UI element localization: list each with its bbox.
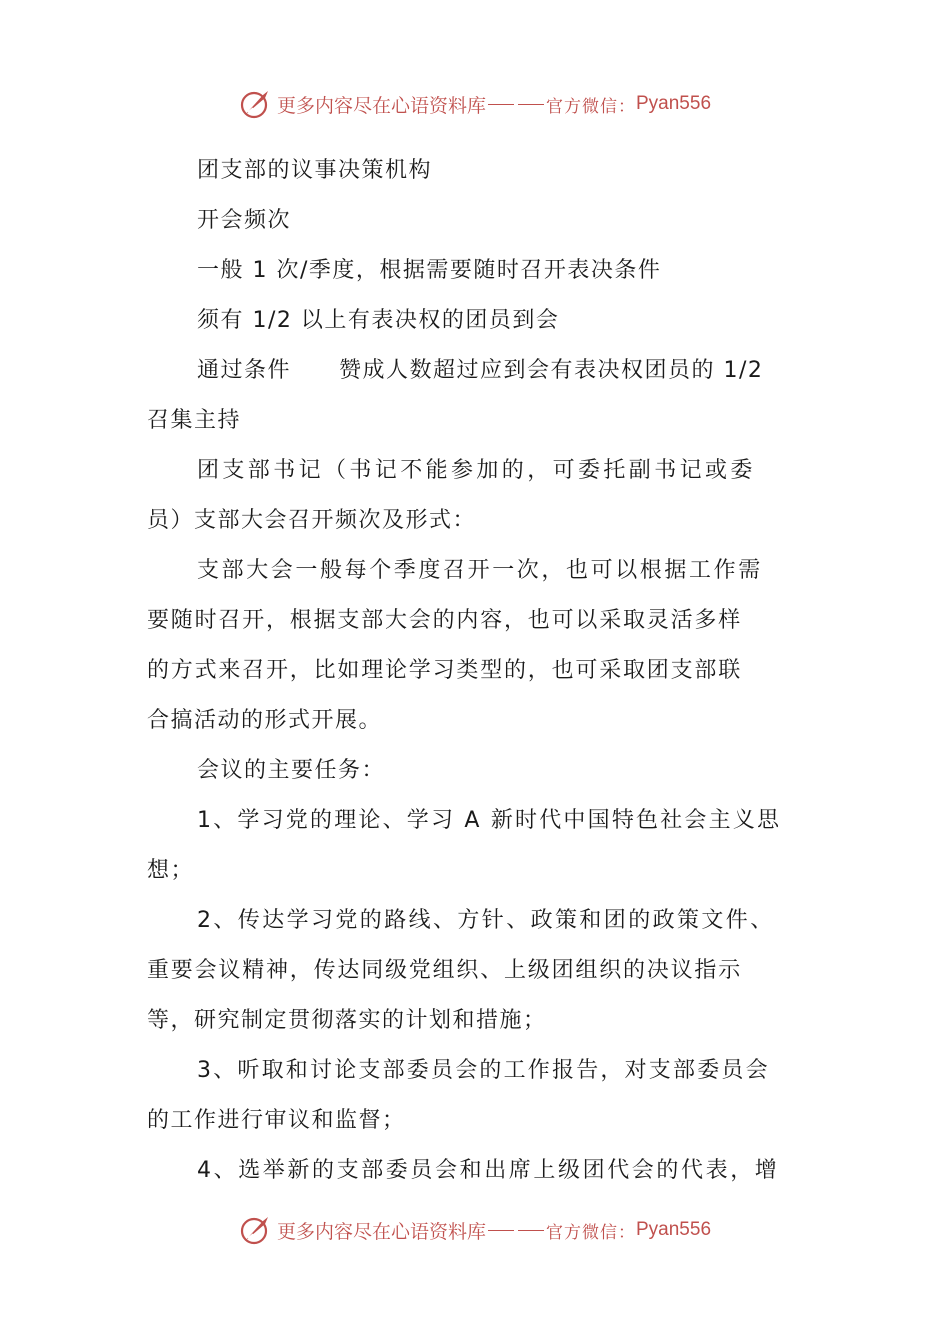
text-line: 团支部书记（书记不能参加的，可委托副书记或委: [197, 458, 756, 483]
text-line: 想；: [147, 858, 195, 883]
text-line: 召集主持: [147, 408, 242, 433]
banner-text: 更多内容尽在心语资料库: [276, 94, 486, 117]
pass-condition-value: 赞成人数超过应到会有表决权团员的 1/2: [339, 358, 764, 383]
text-line: 3、听取和讨论支部委员会的工作报告，对支部委员会: [197, 1058, 770, 1083]
text-line: 的方式来召开，比如理论学习类型的，也可采取团支部联: [147, 658, 743, 683]
text-line: 合搞活动的形式开展。: [147, 708, 383, 733]
pen-nib-logo-icon: [239, 87, 273, 121]
banner-wechat-id: Pyan556: [636, 93, 712, 114]
banner-dash-divider: [518, 1230, 544, 1231]
text-line: 一般 1 次/季度，根据需要随时召开表决条件: [197, 258, 662, 283]
pass-condition-label: 通过条件: [197, 358, 292, 383]
text-line: 会议的主要任务：: [197, 758, 386, 783]
text-line: 2、传达学习党的路线、方针、政策和团的政策文件、: [197, 908, 775, 933]
banner-dash-divider: [518, 104, 544, 105]
text-line: 须有 1/2 以上有表决权的团员到会: [197, 308, 560, 333]
footer-watermark-banner: [0, 1210, 950, 1250]
banner-text: 更多内容尽在心语资料库: [276, 1220, 486, 1243]
banner-wechat-label: 官方微信：: [546, 1222, 636, 1243]
pen-nib-logo-icon: [239, 1213, 273, 1247]
text-line: 开会频次: [197, 208, 292, 233]
banner-wechat-label: 官方微信：: [546, 96, 636, 117]
text-line: [147, 346, 807, 396]
text-line: 的工作进行审议和监督；: [147, 1108, 406, 1133]
text-line: 1、学习党的理论、学习 A 新时代中国特色社会主义思: [197, 808, 782, 833]
text-line: 团支部的议事决策机构: [197, 158, 433, 183]
text-line: 重要会议精神，传达同级党组织、上级团组织的决议指示: [147, 958, 743, 983]
text-line: 要随时召开，根据支部大会的内容，也可以采取灵活多样: [147, 608, 743, 633]
text-line: 4、选举新的支部委员会和出席上级团代会的代表，增: [197, 1158, 780, 1183]
text-line: 等，研究制定贯彻落实的计划和措施；: [147, 1008, 547, 1033]
banner-dash-divider: [488, 104, 514, 105]
banner-dash-divider: [488, 1230, 514, 1231]
header-watermark-banner: [0, 84, 950, 124]
text-line: 员）支部大会召开频次及形式：: [147, 508, 477, 533]
document-body: [147, 146, 807, 1196]
text-line: 支部大会一般每个季度召开一次，也可以根据工作需: [197, 558, 763, 583]
banner-wechat-id: Pyan556: [636, 1219, 712, 1240]
